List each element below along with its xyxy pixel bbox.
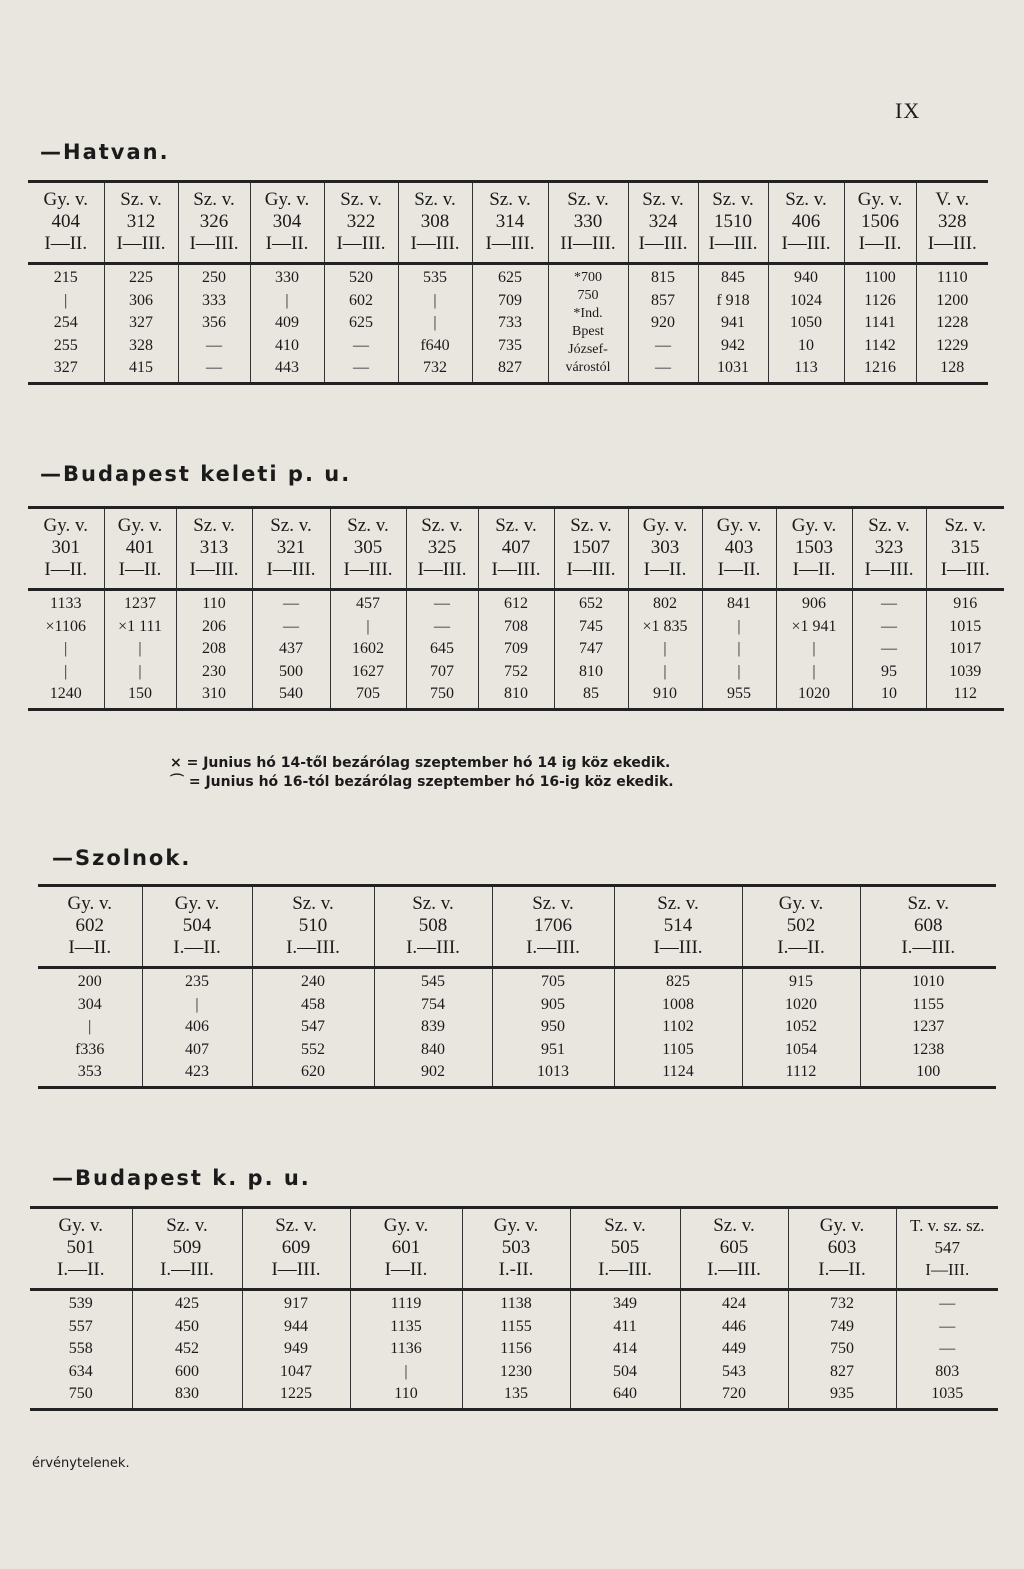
time-cell: 625 709 733 735 827 (472, 264, 548, 384)
column-header: Sz. v. 305 I—III. (330, 508, 406, 590)
time-cell: 845 f 918 941 942 1031 (698, 264, 768, 384)
time-cell: 802 ×1 835 | | 910 (628, 590, 702, 710)
column-header: Gy. v. 1506 I—II. (844, 182, 916, 264)
time-cell: 110 206 208 230 310 (176, 590, 252, 710)
column-header: Gy. v. 504 I.—II. (142, 886, 252, 968)
time-cell: 915 1020 1052 1054 1112 (742, 968, 860, 1088)
column-header: Sz. v. 1507 I—III. (554, 508, 628, 590)
timetable-hatvan (28, 180, 988, 385)
column-header: Gy. v. 601 I—II. (350, 1208, 462, 1290)
column-header: Sz. v. 325 I—III. (406, 508, 478, 590)
time-cell: 349 411 414 504 640 (570, 1290, 680, 1410)
column-header: Sz. v. 330 II—III. (548, 182, 628, 264)
column-header: Sz. v. 608 I.—III. (901, 893, 956, 958)
page-number: IX (895, 98, 921, 123)
section-title-hatvan: —Hatvan. (40, 140, 170, 164)
time-cell: 906 ×1 941 | | 1020 (776, 590, 852, 710)
column-header: Sz. v. 314 I—III. (472, 182, 548, 264)
column-header: Sz. v. 326 I—III. (178, 182, 250, 264)
time-cell: 1237 ×1 111 | | 150 (104, 590, 176, 710)
column-header: Sz. v. 609 I—III. (242, 1208, 350, 1290)
time-cell: *700 750 *Ind. Bpest József- várostól (548, 264, 628, 384)
time-cell: 330 | 409 410 443 (250, 264, 324, 384)
time-cell: 815 857 920 — — (628, 264, 698, 384)
timetable-budapest-keleti (28, 506, 1004, 711)
column-header: Sz. v. 605 I.—III. (680, 1208, 788, 1290)
time-cell: — — 437 500 540 (252, 590, 330, 710)
time-cell: 825 1008 1102 1105 1124 (614, 968, 742, 1088)
timetable-budapest-kpu (30, 1206, 998, 1411)
column-header: Sz. v. 406 I—III. (768, 182, 844, 264)
time-cell: 250 333 356 — — (178, 264, 250, 384)
time-cell: 705 905 950 951 1013 (492, 968, 614, 1088)
time-cell: 457 | 1602 1627 705 (330, 590, 406, 710)
column-header: Sz. v. 510 I.—III. (252, 886, 374, 968)
section-title-budapest-kpu: —Budapest k. p. u. (52, 1166, 311, 1190)
time-cell: 1110 1200 1228 1229 128 (936, 269, 969, 376)
time-cell: 425 450 452 600 830 (132, 1290, 242, 1410)
time-cell: — — — 803 1035 (931, 1295, 964, 1402)
time-cell: 1119 1135 1136 | 110 (350, 1290, 462, 1410)
column-header: Sz. v. 1510 I—III. (698, 182, 768, 264)
column-header: Sz. v. 407 I—III. (478, 508, 554, 590)
footnote-arc: ⌒ = Junius hó 16-tól bezárólag szeptember hó 16-ig köz ekedik. (170, 774, 674, 790)
time-cell: 652 745 747 810 85 (554, 590, 628, 710)
column-header: Gy. v. 304 I—II. (250, 182, 324, 264)
column-header: Gy. v. 501 I.—II. (30, 1208, 132, 1290)
time-cell: 732 749 750 827 935 (788, 1290, 896, 1410)
column-header: Gy. v. 603 I.—II. (788, 1208, 896, 1290)
time-cell: 545 754 839 840 902 (374, 968, 492, 1088)
time-cell: 240 458 547 552 620 (252, 968, 374, 1088)
column-header: Sz. v. 321 I—III. (252, 508, 330, 590)
time-cell: 424 446 449 543 720 (680, 1290, 788, 1410)
column-header: Sz. v. 1706 I.—III. (492, 886, 614, 968)
column-header: Gy. v. 301 I—II. (28, 508, 104, 590)
time-cell: 200 304 | f336 353 (38, 968, 142, 1088)
column-header: Gy. v. 404 I—II. (28, 182, 104, 264)
time-cell: 841 | | | 955 (702, 590, 776, 710)
column-header: Sz. v. 508 I.—III. (374, 886, 492, 968)
time-cell: 940 1024 1050 10 113 (768, 264, 844, 384)
section-title-szolnok: —Szolnok. (52, 846, 192, 870)
time-cell: 612 708 709 752 810 (478, 590, 554, 710)
column-header: Gy. v. 401 I—II. (104, 508, 176, 590)
time-cell: 1010 1155 1237 1238 100 (912, 973, 945, 1080)
time-cell: 235 | 406 407 423 (142, 968, 252, 1088)
timetable-szolnok (38, 884, 996, 1089)
footnote-cross: × = Junius hó 14-től bezárólag szeptember hó 14 ig köz ekedik. (170, 755, 671, 771)
time-cell: 1133 ×1106 | | 1240 (28, 590, 104, 710)
footer-text: érvénytelenek. (32, 1456, 130, 1471)
time-cell: 1100 1126 1141 1142 1216 (844, 264, 916, 384)
column-header: Sz. v. 505 I.—III. (570, 1208, 680, 1290)
footnotes (170, 754, 674, 792)
time-cell: — — — 95 10 (852, 590, 926, 710)
time-cell: — — 645 707 750 (406, 590, 478, 710)
section-title-budapest-keleti: —Budapest keleti p. u. (40, 462, 352, 486)
column-header: Sz. v. 315 I—III. (940, 515, 990, 580)
column-header: Sz. v. 324 I—III. (628, 182, 698, 264)
column-header: Gy. v. 502 I.—II. (742, 886, 860, 968)
column-header: Gy. v. 303 I—II. (628, 508, 702, 590)
column-header: Sz. v. 514 I—III. (614, 886, 742, 968)
time-cell: 917 944 949 1047 1225 (242, 1290, 350, 1410)
column-header: Sz. v. 509 I.—III. (132, 1208, 242, 1290)
time-cell: 1138 1155 1156 1230 135 (462, 1290, 570, 1410)
column-header: T. v. sz. sz. 547 I—III. (909, 1216, 985, 1279)
column-header: Gy. v. 1503 I—II. (776, 508, 852, 590)
column-header: Sz. v. 323 I—III. (852, 508, 926, 590)
time-cell: 535 | | f640 732 (398, 264, 472, 384)
column-header: Sz. v. 322 I—III. (324, 182, 398, 264)
time-cell: 215 | 254 255 327 (28, 264, 104, 384)
time-cell: 520 602 625 — — (324, 264, 398, 384)
column-header: Sz. v. 308 I—III. (398, 182, 472, 264)
column-header: Gy. v. 403 I—II. (702, 508, 776, 590)
column-header: Gy. v. 503 I.-II. (462, 1208, 570, 1290)
column-header: Gy. v. 602 I—II. (38, 886, 142, 968)
column-header: Sz. v. 312 I—III. (104, 182, 178, 264)
time-cell: 539 557 558 634 750 (30, 1290, 132, 1410)
column-header: Sz. v. 313 I—III. (176, 508, 252, 590)
column-header: V. v. 328 I—III. (927, 189, 977, 254)
time-cell: 916 1015 1017 1039 112 (949, 595, 982, 702)
time-cell: 225 306 327 328 415 (104, 264, 178, 384)
